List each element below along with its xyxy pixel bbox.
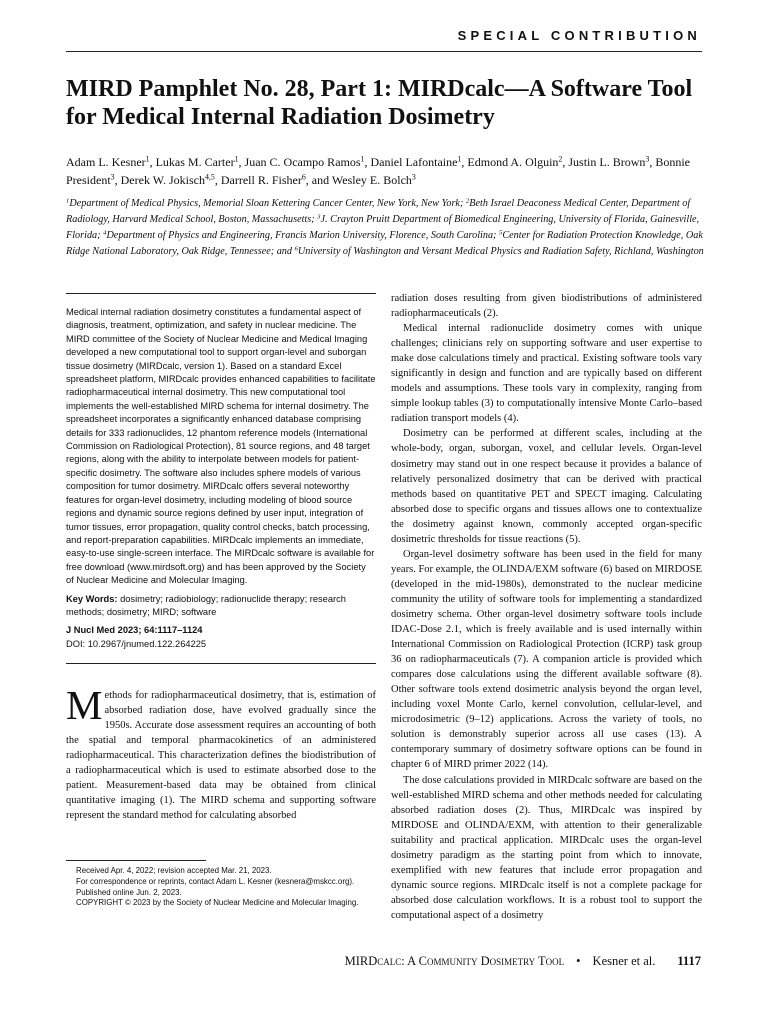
keywords-label: Key Words: <box>66 593 118 604</box>
footnotes <box>66 866 378 909</box>
abstract-box <box>66 293 376 664</box>
author-name: Daniel Lafontaine <box>370 155 458 169</box>
author-name: Lukas M. Carter <box>155 155 235 169</box>
author-name: Bonnie President <box>66 155 691 187</box>
author-name: Wesley E. Bolch <box>331 173 412 187</box>
running-footer <box>345 954 701 969</box>
running-title: MIRDcalc: A Community Dosimetry Tool <box>344 954 565 968</box>
body-paragraph: The dose calculations provided in MIRDcalc software are based on the well-established MIRD schema and other methods needed for calculating absorbed radiation doses (2). Thus, MIRDcalc was inspired by MIRDOSE and OLINDA/EXM, with attention to their generalizable suitability and practical application. MIRDcalc uses the organ-level dosimetry paradigm as the starting point from which to innovate, exemplified with new features that include error propagation and dynamic source regions. MIRDcalc itself is not a complete package for absorbed dose calculation workflows. It is a robust tool to support the computational aspect of a dosimetry <box>391 774 702 921</box>
drop-cap: M <box>66 682 103 728</box>
affiliation: Beth Israel Deaconess Medical Center, Department of Radiology, Harvard Medical School, Boston, Massachusetts; <box>66 198 691 225</box>
header-rule <box>66 51 702 52</box>
intro-text: ethods for radiopharmaceutical dosimetry, that is, estimation of absorbed radiation dose, have evolved gradually since the 1950s. Accurate dose assessment requires an accounting of both the spatial and temporal pharmacokinetics of an administered radiopharmaceutical. This characterization defines the biodistribution of a radiopharmaceutical which is used to estimate absorbed dose to the patient. Measurement-based data may be obtained from clinical quantitative imaging (1). The MIRD schema and supporting software represent the standard method for calculating absorbed <box>66 690 376 821</box>
author-affil-ref: 3 <box>411 172 416 182</box>
footnote-rule <box>66 860 206 861</box>
affiliation: Department of Physics and Engineering, Francis Marion University, Florence, South Carolina; <box>106 230 499 241</box>
body-paragraph: Organ-level dosimetry software has been used in the field for many years. For example, the OLINDA/EXM software (6) based on MIRDOSE (developed in the mid-1980s), demonstrated to the nuclear medicine community the utility of software tools for implementing a standardized dosimetry schema. Other organ-level dosimetry software tools include IDAC-Dose 2.1, which is freely available and is used internally within International Commission on Radiological Protection (ICRP) task group 36 on radiopharmaceuticals (7). A companion article is provided which compares dose calculations using the different available software (8). Other software tools extend dosimetric analysis beyond the organ level, including voxel Monte Carlo, kernel convolution, cellular-level, and microdosimetric (9–12) applications. Across the variety of tools, no solution is demonstrably superior across all use cases (13). A contemporary summary of dosimetry software options can be found in chapter 6 of MIRD primer 2022 (14). <box>391 548 702 771</box>
footnote-received: Received Apr. 4, 2022; revision accepted Mar. 21, 2023. <box>76 866 272 875</box>
body-paragraph: radiation doses resulting from given biodistributions of administered radiopharmaceuticals (2). <box>391 293 702 320</box>
author-affil-ref: 1 <box>145 154 150 164</box>
author-list: Adam L. Kesner$^1$, Lukas M. Carter$^1$, Juan C. Ocampo Ramos$^1$, Daniel Lafontaine$^1$, Edmond A. Olguin$^2$, Justin L. Brown$^3$, Bonnie President$^3$, Derek W. Jokisch$^{4,5}$, Darrell R. Fisher$^6$, and Wesley E. Bolch$^3$ <box>66 154 691 187</box>
author-name: Derek W. Jokisch <box>120 173 205 187</box>
body-column-right <box>391 291 702 923</box>
author-affil-ref: 2 <box>558 154 563 164</box>
affiliation-ref: 6 <box>294 245 298 253</box>
article-title: MIRD Pamphlet No. 28, Part 1: MIRDcalc—A Software Tool for Medical Internal Radiation Dosimetry <box>66 76 693 130</box>
affiliation: University of Washington and Versant Medical Physics and Radiation Safety, Richland, Washington <box>297 246 704 257</box>
author-affil-ref: 1 <box>360 154 365 164</box>
body-paragraph: Dosimetry can be performed at different scales, including at the whole-body, organ, suborgan, voxel, and cellular levels. Organ-level dosimetry may stand out in one respect because it provides a balance of relatively personalized dosimetry that can be derived with practical methods based on quantitative PET and SPECT imaging. Calculating absorbed dose to specific organs and tissues allows one to contextualize the dosimetry against known, commonly accepted organ-specific dosimetric thresholds for tissue reactions (5). <box>391 428 702 545</box>
keywords-list: dosimetry; radiobiology; radionuclide therapy; research methods; dosimetry; MIRD; software <box>66 593 346 617</box>
author-affil-ref: 1 <box>234 154 239 164</box>
footer-bullet: • <box>576 954 581 968</box>
author-affil-ref: 6 <box>301 172 306 182</box>
affiliation: J. Crayton Pruitt Department of Biomedical Engineering, University of Florida, Gainesville, Florida; <box>66 214 700 241</box>
affiliation-ref: 2 <box>465 197 470 205</box>
section-label: SPECIAL CONTRIBUTION <box>457 28 701 43</box>
affiliation-ref: 4 <box>103 229 107 237</box>
author-name: Edmond A. Olguin <box>467 155 559 169</box>
affiliation-ref: 1 <box>66 197 70 205</box>
running-authors: Kesner et al. <box>592 954 656 968</box>
author-affil-ref: 4,5 <box>204 172 215 182</box>
body-paragraph: Medical internal radionuclide dosimetry comes with unique challenges; clinicians rely on supporting software and user expertise to make dose calculations timely and practical. Existing software tools vary significantly in design and function and are typically based on different models and assumptions. These tools vary in complexity, ranging from simple lookup tables (3) to computationally intensive Monte Carlo–based radiation transport models (4). <box>391 323 702 425</box>
author-name: Darrell R. Fisher <box>220 173 302 187</box>
intro-paragraph <box>66 682 376 823</box>
footnote-copyright: COPYRIGHT © 2023 by the Society of Nuclear Medicine and Molecular Imaging. <box>76 898 359 908</box>
affiliation-ref: 5 <box>498 229 503 237</box>
footnote-published: Published online Jun. 2, 2023. <box>76 887 182 897</box>
author-name: Adam L. Kesner <box>66 155 146 169</box>
doi: DOI: 10.2967/jnumed.122.264225 <box>66 638 207 649</box>
abstract-bottom-rule <box>66 663 376 664</box>
citation-block <box>66 624 376 651</box>
footnote-correspondence: For correspondence or reprints, contact Adam L. Kesner (kesnera@mskcc.org). <box>76 876 355 886</box>
author-affil-ref: 3 <box>645 154 650 164</box>
keywords <box>66 593 376 620</box>
page-number: 1117 <box>677 954 701 968</box>
affiliation-ref: 3 <box>317 213 321 221</box>
author-name: Juan C. Ocampo Ramos <box>244 155 361 169</box>
affiliations <box>66 196 706 260</box>
author-name: Justin L. Brown <box>568 155 646 169</box>
affiliation: Center for Radiation Protection Knowledge, Oak Ridge National Laboratory, Oak Ridge, Tennessee; and <box>66 230 703 257</box>
affiliation: Department of Medical Physics, Memorial Sloan Kettering Cancer Center, New York, New York; <box>69 198 466 209</box>
abstract-text: Medical internal radiation dosimetry constitutes a fundamental aspect of diagnosis, treatment, optimization, and safety in nuclear medicine. The MIRD committee of the Society of Nuclear Medicine and Medical Imaging developed a new computational tool to support organ-level and suborgan tissue dosimetry (MIRDcalc, version 1). Based on a standard Excel spreadsheet platform, MIRDcalc provides enhanced capabilities to facilitate radiopharmaceutical internal dosimetry. This new computational tool implements the well-established MIRD schema for internal dosimetry. The spreadsheet incorporates a significantly enhanced database comprising details for 333 radionuclides, 12 phantom reference models (International Commission on Radiological Protection), 81 source regions, and 48 target regions, along with the ability to interpolate between models for patient-specific dosimetry. The software also includes sphere models of various composition for tumor dosimetry. MIRDcalc offers several noteworthy features for organ-level dosimetry, including modeling of blood source regions and dynamic source regions defined by user input, integration of tumor tissues, error propagation, quality control checks, batch processing, and report-preparation capabilities. MIRDcalc implements an immediate, easy-to-use single-screen interface. The MIRDcalc software is available for free download (www.mirdsoft.org) and has been approved by the Society of Nuclear Medicine and Molecular Imaging. <box>66 307 376 586</box>
author-affil-ref: 3 <box>110 172 115 182</box>
journal-citation: J Nucl Med 2023; 64:1117–1124 <box>66 625 203 636</box>
abstract-top-rule <box>66 293 376 294</box>
author-conjunction: and <box>311 173 330 187</box>
author-affil-ref: 1 <box>457 154 462 164</box>
